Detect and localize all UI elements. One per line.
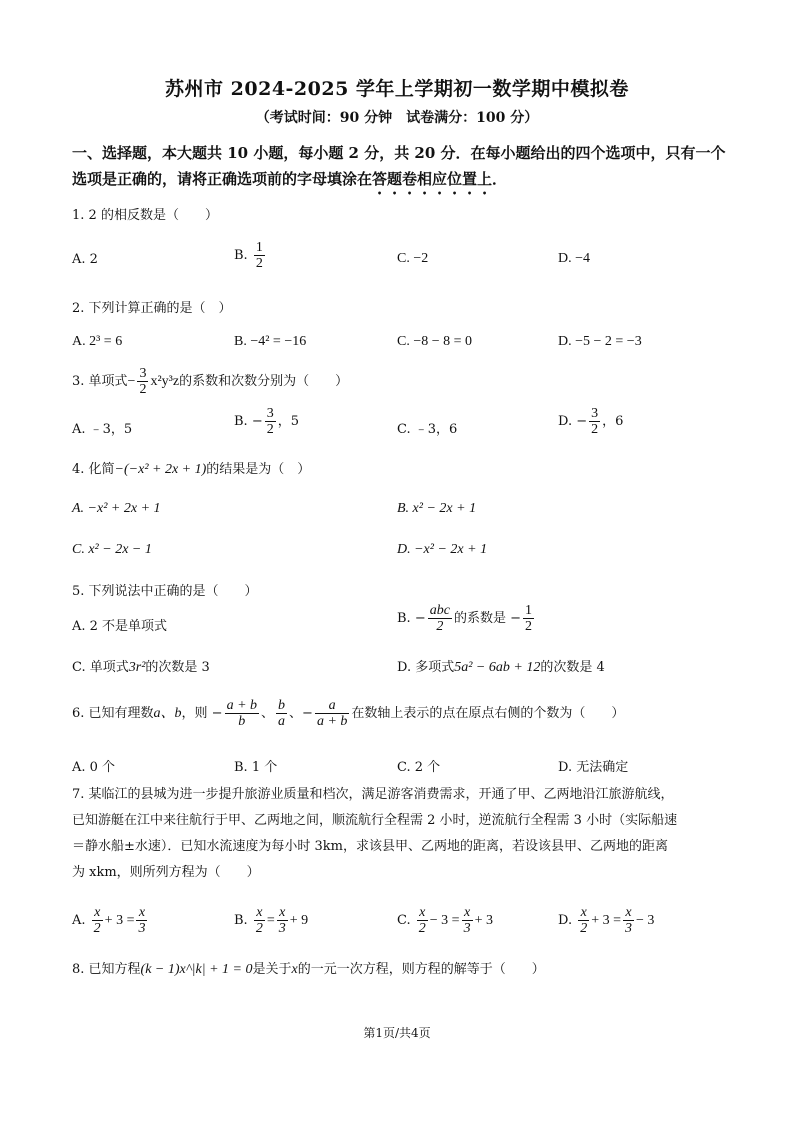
q1-option-a: A. 2 [72, 252, 98, 267]
question-6-stem: 6. 已知有理数a、b，则 − $\frac{a + b}{b}$ 、 $\frac{b}{a}$ 、− $\frac{a}{a + b}$ 在数轴上表示的点在原点右侧的个数为（ ） [72, 698, 625, 729]
exam-subtitle: （考试时间：90 分钟 试卷满分：100 分） [255, 110, 539, 126]
emphasis-text: 答题卷相应位置上 [372, 170, 493, 188]
q4-option-c: C. x² − 2x − 1 [72, 542, 152, 557]
q7-option-d: D. $\frac{x}{2}$ + 3 = $\frac{x}{3}$ − 3 [558, 905, 655, 936]
q2-option-a: A. 2³ = 6 [72, 334, 123, 349]
q3-option-c: C. ﹣3，6 [397, 422, 458, 437]
q3-option-b: B. − $\frac{3}{2}$ ，5 [234, 406, 299, 437]
q4-option-d: D. −x² − 2x + 1 [397, 542, 488, 557]
question-1-stem: 1. 2 的相反数是（ ） [72, 208, 218, 223]
question-5-stem: 5. 下列说法中正确的是（ ） [72, 584, 258, 599]
q6-option-a: A. 0 个 [72, 760, 116, 775]
q1-option-d: D. −4 [558, 251, 591, 266]
question-3-stem: 3. 单项式− $\frac{3}{2}$ x²y³z的系数和次数分别为（ ） [72, 366, 349, 397]
q1-option-c: C. −2 [397, 251, 429, 266]
q3-option-d: D. − $\frac{3}{2}$ ，6 [558, 406, 624, 437]
q5-option-c: C. 单项式3r²的次数是 3 [72, 660, 210, 675]
question-2-stem: 2. 下列计算正确的是（ ） [72, 301, 232, 316]
q7-option-a: A. $\frac{x}{2}$ + 3 = $\frac{x}{3}$ [72, 905, 146, 936]
q7-option-b: B. $\frac{x}{2}$ = $\frac{x}{3}$ + 9 [234, 905, 309, 936]
exam-title: 苏州市 2024-2025 学年上学期初一数学期中模拟卷 [165, 78, 629, 100]
section-instructions: 一、选择题，本大题共 10 小题，每小题 2 分，共 20 分．在每小题给出的四个选项中，只有一个选项是正确的，请将正确选项前的字母填涂在答题卷相应位置上． [72, 144, 726, 188]
q6-option-c: C. 2 个 [397, 760, 441, 775]
page-number: 第1页/共4页 [363, 1026, 431, 1040]
q2-option-d: D. −5 − 2 = −3 [558, 334, 642, 349]
question-4-stem: 4. 化简−(−x² + 2x + 1)的结果是为（ ） [72, 462, 311, 477]
q1-option-b: B. $\frac{1}{2}$ [234, 240, 263, 271]
q6-option-d: D. 无法确定 [558, 760, 629, 775]
question-7-stem: 7. 某临江的县城为进一步提升旅游业质量和档次，满足游客消费需求，开通了甲、乙两地沿江旅游航线， 已知游艇在江中来往航行于甲、乙两地之间，顺流航行全程需 2 小时，逆流航行全程需 3 小时（实际船速 ＝静水船±水速）．已知水流速度为每小时 3km，求该县甲、乙两地的距离，若设该县甲、乙两地的距离 为 xkm，则所列方程为（ ） [72, 787, 678, 880]
q4-option-a: A. −x² + 2x + 1 [72, 501, 161, 516]
q2-option-c: C. −8 − 8 = 0 [397, 334, 473, 349]
q5-option-d: D. 多项式5a² − 6ab + 12的次数是 4 [397, 660, 605, 675]
q4-option-b: B. x² − 2x + 1 [397, 501, 477, 516]
q7-option-c: C. $\frac{x}{2}$ − 3 = $\frac{x}{3}$ + 3 [397, 905, 493, 936]
q5-option-a: A. 2 不是单项式 [72, 619, 168, 634]
q6-option-b: B. 1 个 [234, 760, 278, 775]
q5-option-b: B. − $\frac{\text{abc}}{2}$ 的系数是 − $\frac{1}{2}$ [397, 603, 532, 634]
question-8-stem: 8. 已知方程(k − 1)x^|k| + 1 = 0是关于x的一元一次方程，则方程的解等于（ ） [72, 962, 545, 977]
q3-option-a: A. ﹣3，5 [72, 422, 133, 437]
q2-option-b: B. −4² = −16 [234, 334, 307, 349]
